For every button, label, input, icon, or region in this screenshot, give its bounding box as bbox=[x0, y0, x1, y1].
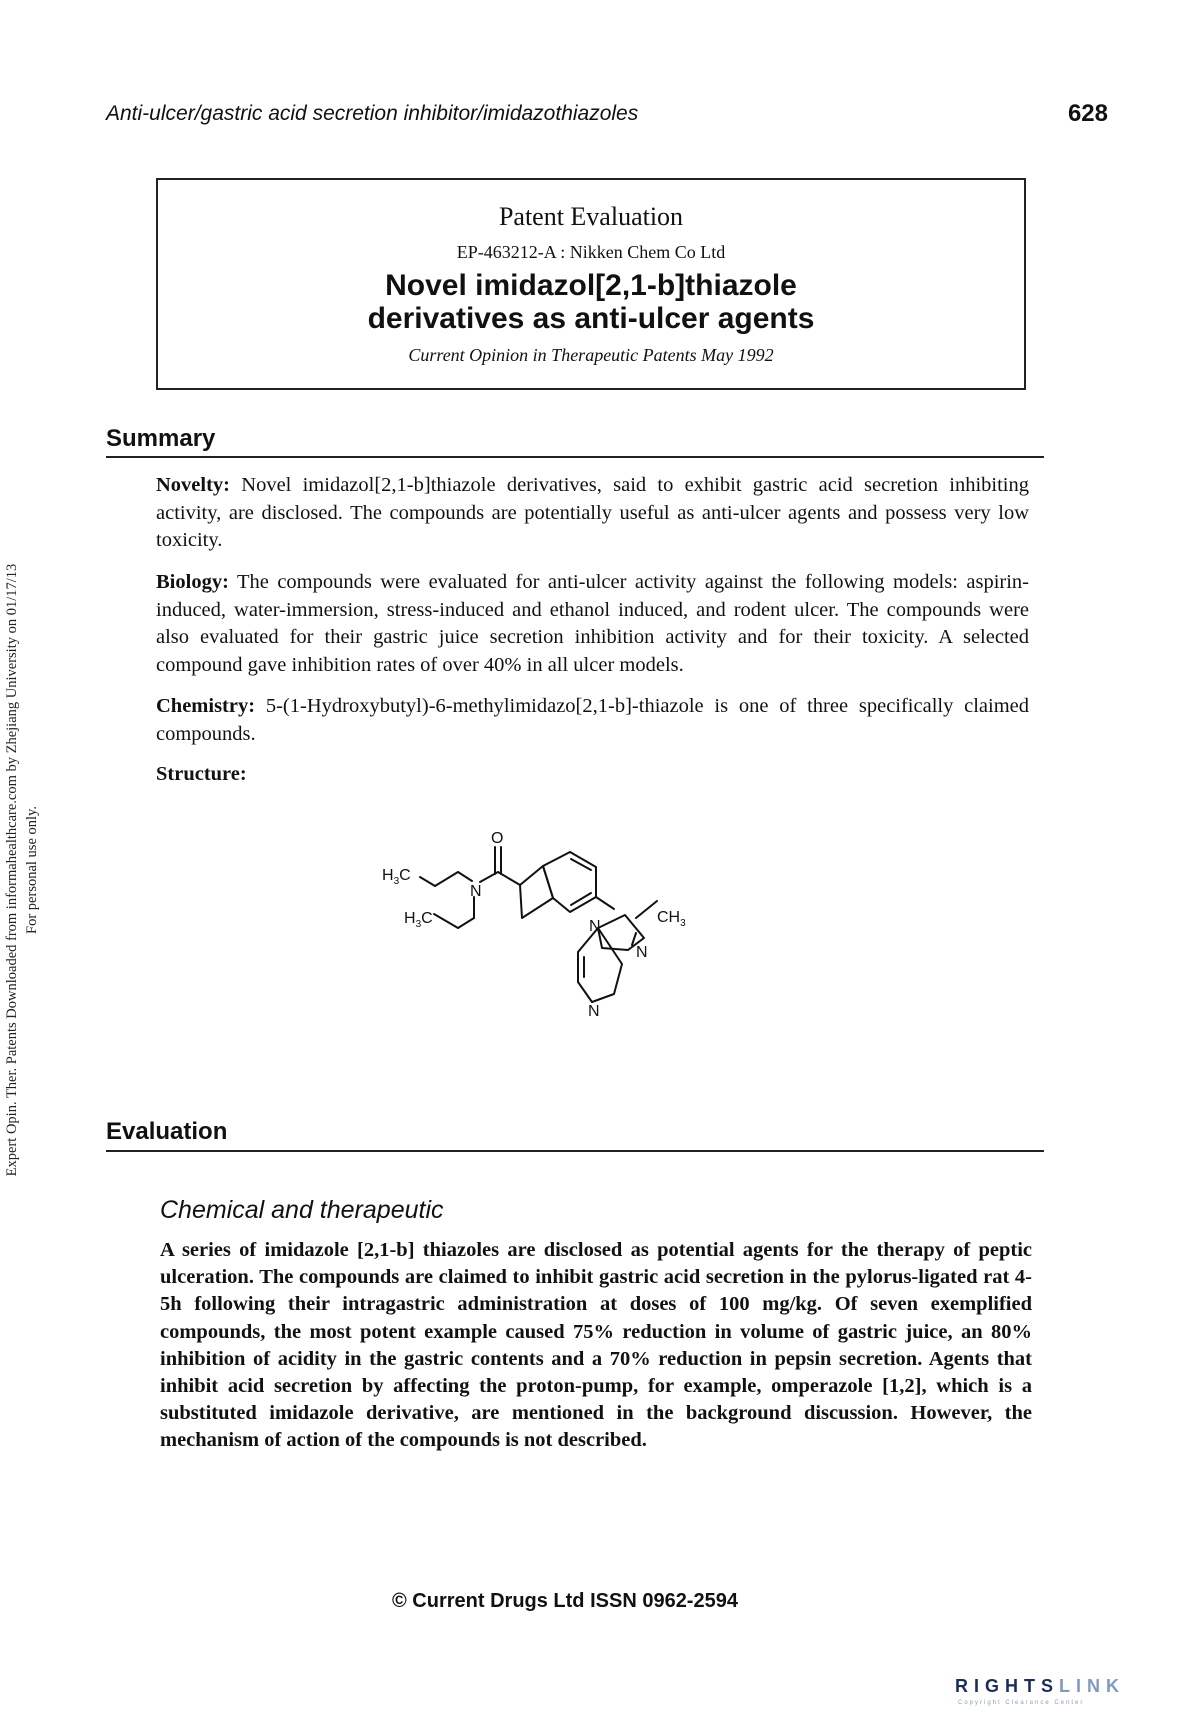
watermark-line-2: For personal use only. bbox=[24, 806, 40, 934]
download-watermark bbox=[2, 510, 62, 1230]
patent-number: EP-463212-A : Nikken Chem Co Ltd bbox=[456, 242, 726, 262]
evaluation-body: A series of imidazole [2,1-b] thiazoles are disclosed as potential agents for the therapy of peptic ulceration. The compounds are claimed to inhibit gastric acid secretion in the pylorus-ligated rat 4-5h following their intragastric administration at doses of 100 mg/kg. Of seven exemplified compounds, the most potent example caused 75% reduction in volume of gastric juice, an 80% inhibition of acidity in the gastric contents and a 70% reduction in pepsin secretion. Agents that inhibit acid secretion by affecting the proton-pump, for example, omperazole [1,2], which is a substituted imidazole derivative, are mentioned in the background discussion. However, the mechanism of action of the compounds is not described. bbox=[160, 1239, 1032, 1452]
rightslink-tagline: Copyright Clearance Center bbox=[958, 1700, 1085, 1706]
bond-carbonyl-ring bbox=[498, 872, 520, 885]
bond-upper-ethyl-a bbox=[420, 877, 435, 886]
benzene-double-2 bbox=[571, 893, 591, 905]
bond-lower-propyl-c bbox=[434, 914, 458, 928]
oxygen-label: O bbox=[491, 830, 504, 847]
copyright-footer: © Current Drugs Ltd ISSN 0962-2594 bbox=[392, 1590, 738, 1612]
imidazole-nitrogen-label: N bbox=[589, 918, 601, 935]
evaluation-heading: Evaluation bbox=[106, 1118, 228, 1145]
pyridine-nitrogen-label: N bbox=[588, 1003, 600, 1020]
patent-evaluation-box bbox=[156, 178, 1026, 390]
methyl-label: $CH_3$ bbox=[657, 909, 686, 929]
chemistry-label: Chemistry: bbox=[156, 695, 256, 717]
rightslink-logo: RIGHTSLINK bbox=[955, 1676, 1126, 1696]
bond-upper-ethyl-c bbox=[458, 872, 472, 881]
title-line-2: derivatives as anti-ulcer agents bbox=[367, 302, 815, 335]
biology-label: Biology: bbox=[156, 571, 229, 593]
evaluation-rule bbox=[106, 1150, 1044, 1152]
bond-methyl bbox=[636, 901, 657, 918]
bond-lower-propyl-b bbox=[458, 918, 474, 928]
title-line-1: Novel imidazol[2,1-b]thiazole bbox=[385, 269, 797, 302]
biology-paragraph bbox=[156, 569, 1029, 679]
biology-text: The compounds were evaluated for anti-ulcer activity against the following models: aspirin-induced, water-immersion, stress-induced and ethanol induced, and rodent ulcer. The compounds were also evaluated for their gastric juice secretion inhibition activity and for their toxicity. A selected compound gave inhibition rates of over 40% in all ulcer models. bbox=[156, 571, 1029, 676]
cyclopentane-ring bbox=[520, 866, 553, 918]
summary-rule bbox=[106, 456, 1044, 458]
chemical-structure bbox=[360, 830, 780, 1050]
bond-benzene-n bbox=[596, 897, 614, 909]
benzene-double-1 bbox=[571, 859, 591, 870]
amide-nitrogen-label: N bbox=[470, 883, 482, 900]
novelty-text: Novel imidazol[2,1-b]thiazole derivatives, said to exhibit gastric acid secretion inhibiting activity, are disclosed. The compounds are potentially useful as anti-ulcer agents and possess very low toxicity. bbox=[156, 474, 1029, 551]
journal-source: Current Opinion in Therapeutic Patents May 1992 bbox=[408, 345, 774, 365]
structure-paragraph bbox=[156, 761, 1029, 789]
running-head: Anti-ulcer/gastric acid secretion inhibitor/imidazothiazoles bbox=[106, 102, 639, 125]
summary-heading: Summary bbox=[106, 425, 216, 452]
benzene-ring bbox=[543, 852, 596, 912]
structure-label: Structure: bbox=[156, 763, 247, 785]
article-title bbox=[158, 269, 1024, 335]
box-heading: Patent Evaluation bbox=[498, 202, 684, 231]
imidazole-nitrogen-2-label: N bbox=[636, 944, 648, 961]
chemistry-paragraph bbox=[156, 693, 1029, 748]
chemical-therapeutic-subheading: Chemical and therapeutic bbox=[160, 1196, 444, 1224]
novelty-label: Novelty: bbox=[156, 474, 231, 496]
upper-methyl-label: $H_3C$ bbox=[382, 867, 411, 887]
chemistry-text: 5-(1-Hydroxybutyl)-6-methylimidazo[2,1-b]-thiazole is one of three specifically claimed compounds. bbox=[156, 695, 1030, 745]
watermark-line-1: Expert Opin. Ther. Patents Downloaded from informahealthcare.com by Zhejiang University on 01/17/13 bbox=[4, 563, 20, 1177]
page-number: 628 bbox=[1067, 100, 1108, 127]
novelty-paragraph bbox=[156, 472, 1029, 555]
bond-upper-ethyl-b bbox=[435, 872, 458, 886]
lower-methyl-label: $H_3C$ bbox=[404, 910, 433, 930]
